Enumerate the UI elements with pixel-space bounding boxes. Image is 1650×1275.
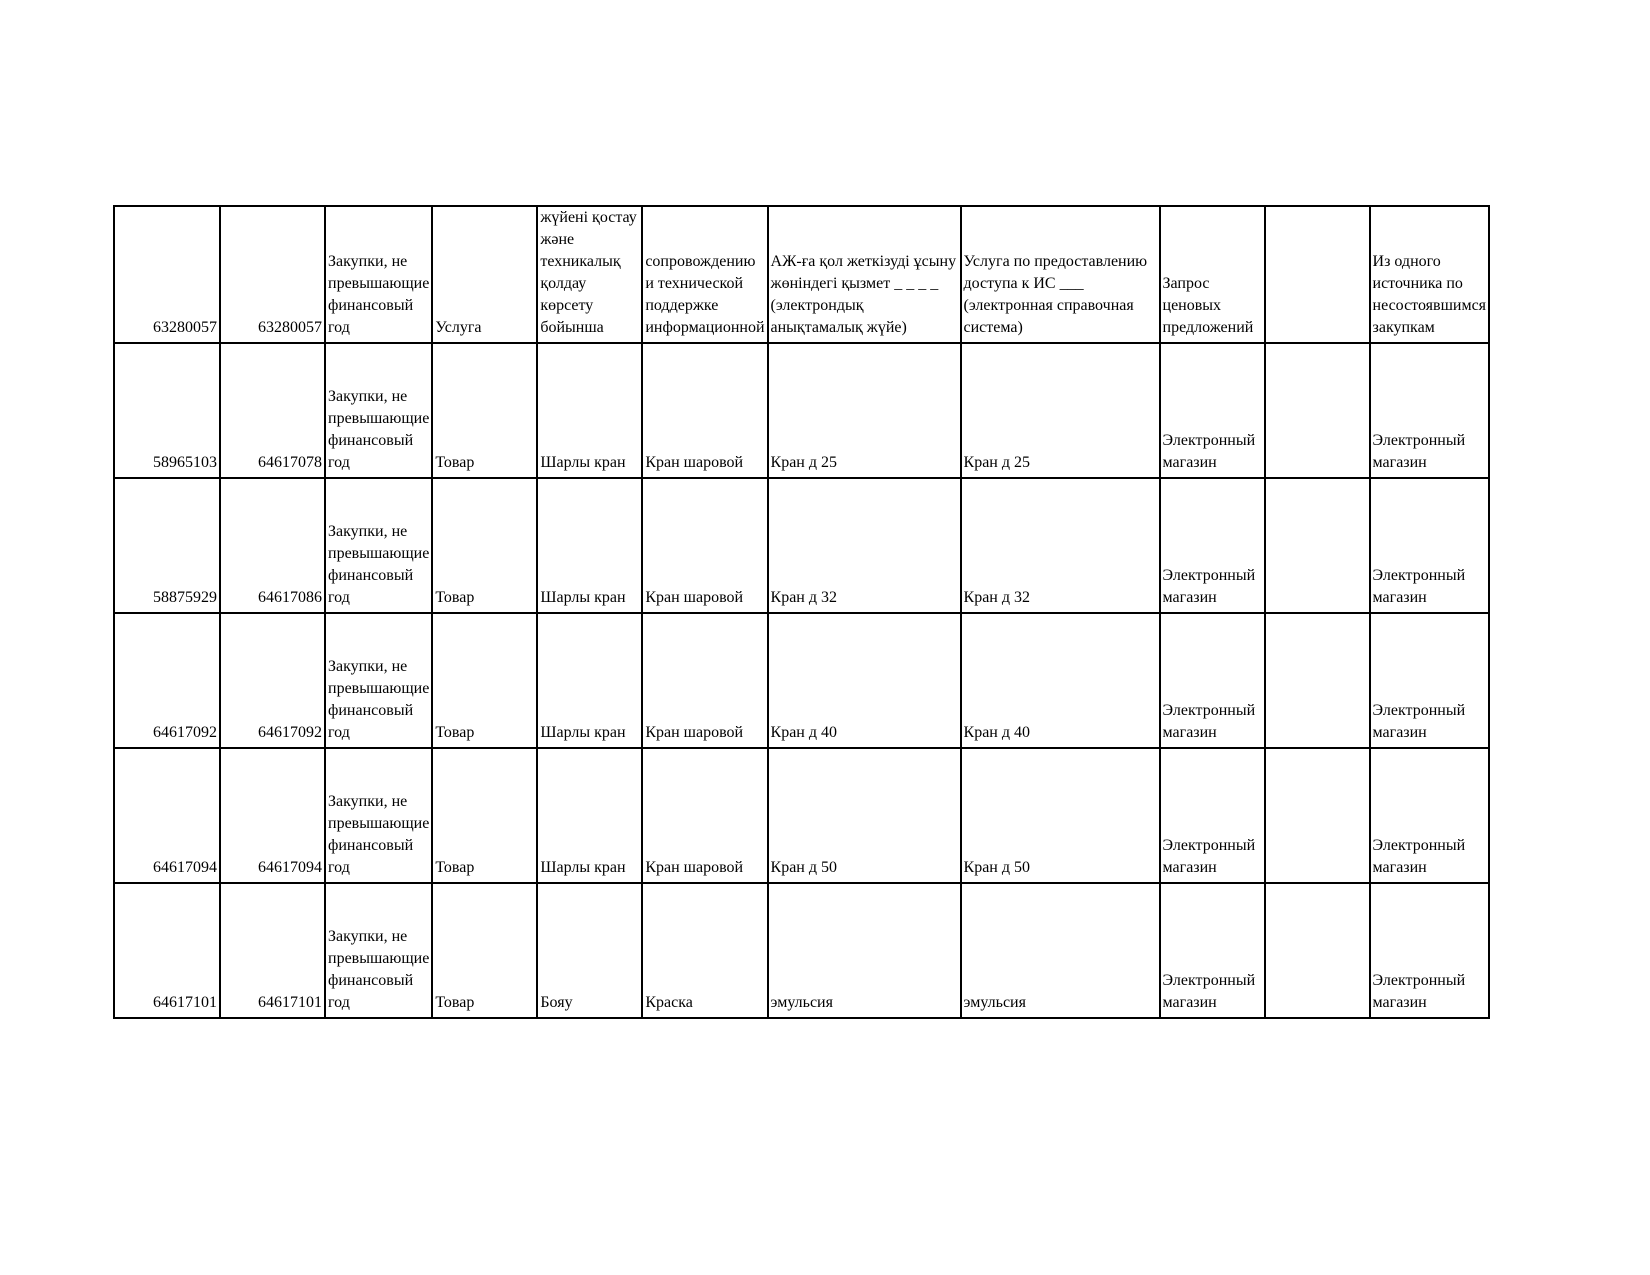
name-ru-cell: Кран шаровой [642,613,767,748]
item-type-cell: Товар [432,613,537,748]
empty-cell [1265,883,1370,1018]
actual-method-cell: Из одного источника по несостоявшимся закупкам [1370,206,1490,343]
empty-cell [1265,748,1370,883]
actual-method-cell: Электронный магазин [1370,343,1490,478]
description-ru-cell: Кран д 50 [961,748,1160,883]
description-kz-cell: Кран д 25 [768,343,961,478]
period-cell: Закупки, не превышающие финансовый год [325,478,432,613]
description-kz-cell: Кран д 40 [768,613,961,748]
lot-id-cell: 63280057 [114,206,220,343]
name-kz-cell: Бояу [537,883,642,1018]
description-kz-cell: Кран д 32 [768,478,961,613]
name-kz-cell: Шарлы кран [537,613,642,748]
period-cell: Закупки, не превышающие финансовый год [325,883,432,1018]
empty-cell [1265,206,1370,343]
description-ru-cell: Кран д 25 [961,343,1160,478]
item-type-cell: Товар [432,478,537,613]
description-ru-cell: Кран д 32 [961,478,1160,613]
plan-id-cell: 64617078 [220,343,325,478]
table-row [114,613,1489,748]
table-row [114,206,1489,343]
table-row [114,883,1489,1018]
name-kz-cell: Шарлы кран [537,748,642,883]
description-ru-cell: Услуга по предоставлению доступа к ИС ___ (электронная справочная система) [961,206,1160,343]
name-ru-cell: Краска [642,883,767,1018]
name-ru-cell: Кран шаровой [642,343,767,478]
period-cell: Закупки, не превышающие финансовый год [325,343,432,478]
item-type-cell: Товар [432,748,537,883]
table-row [114,748,1489,883]
actual-method-cell: Электронный магазин [1370,883,1490,1018]
actual-method-cell: Электронный магазин [1370,478,1490,613]
item-type-cell: Товар [432,343,537,478]
lot-id-cell: 64617101 [114,883,220,1018]
description-kz-cell: Кран д 50 [768,748,961,883]
name-kz-cell: Шарлы кран [537,478,642,613]
item-type-cell: Услуга [432,206,537,343]
procurement-method-cell: Электронный магазин [1160,748,1265,883]
plan-id-cell: 64617086 [220,478,325,613]
empty-cell [1265,478,1370,613]
plan-id-cell: 64617101 [220,883,325,1018]
description-ru-cell: эмульсия [961,883,1160,1018]
table-row [114,478,1489,613]
lot-id-cell: 64617092 [114,613,220,748]
empty-cell [1265,343,1370,478]
description-kz-cell: эмульсия [768,883,961,1018]
name-kz-cell: Шарлы кран [537,343,642,478]
name-ru-cell: Кран шаровой [642,478,767,613]
lot-id-cell: 58875929 [114,478,220,613]
name-ru-cell: сопровождению и технической поддержке информационной [642,206,767,343]
procurement-method-cell: Электронный магазин [1160,883,1265,1018]
item-type-cell: Товар [432,883,537,1018]
plan-id-cell: 64617094 [220,748,325,883]
name-ru-cell: Кран шаровой [642,748,767,883]
procurement-method-cell: Электронный магазин [1160,613,1265,748]
actual-method-cell: Электронный магазин [1370,748,1490,883]
plan-id-cell: 64617092 [220,613,325,748]
procurement-method-cell: Электронный магазин [1160,343,1265,478]
actual-method-cell: Электронный магазин [1370,613,1490,748]
table-row [114,343,1489,478]
procurement-method-cell: Электронный магазин [1160,478,1265,613]
period-cell: Закупки, не превышающие финансовый год [325,748,432,883]
empty-cell [1265,613,1370,748]
plan-id-cell: 63280057 [220,206,325,343]
name-kz-cell: жүйені қостау және техникалық қолдау көрсету бойынша [537,206,642,343]
lot-id-cell: 58965103 [114,343,220,478]
lot-id-cell: 64617094 [114,748,220,883]
procurement-table [113,205,1490,1019]
procurement-method-cell: Запрос ценовых предложений [1160,206,1265,343]
description-ru-cell: Кран д 40 [961,613,1160,748]
period-cell: Закупки, не превышающие финансовый год [325,206,432,343]
period-cell: Закупки, не превышающие финансовый год [325,613,432,748]
description-kz-cell: АЖ-ға қол жеткізуді ұсыну жөніндегі қызмет _ _ _ _ (электрондық анықтамалық жүйе) [768,206,961,343]
